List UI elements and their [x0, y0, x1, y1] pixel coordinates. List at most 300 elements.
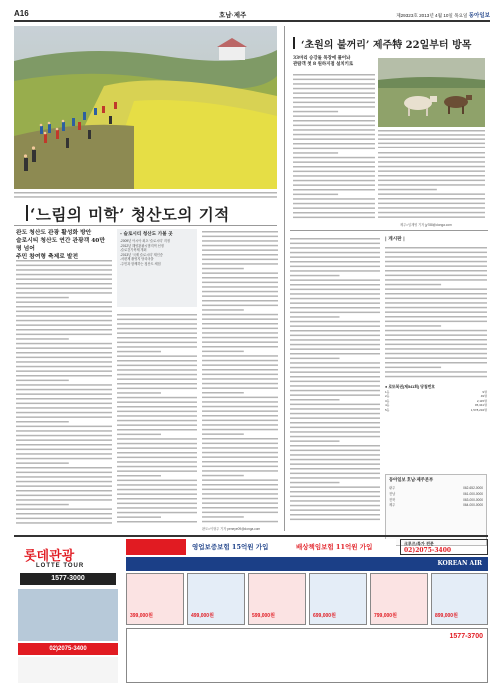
text-line: [293, 148, 375, 150]
text-line: [202, 332, 278, 334]
text-line: [202, 466, 278, 468]
text-line: [385, 367, 441, 369]
text-line: [16, 508, 112, 510]
text-line: [202, 378, 278, 380]
ad-cell: 699,000원: [309, 573, 367, 625]
text-line: [117, 323, 197, 325]
text-line: [290, 293, 380, 295]
ad-tour-grid: [126, 573, 488, 683]
text-line: [202, 475, 244, 477]
text-line: [16, 416, 112, 418]
text-line: [202, 360, 278, 362]
bureau-contact-box: 동아일보 호남·제주본부 광주 062-652-0000 전남 061-000-0000 전북 063-000-0000 제주 064-000-0000: [385, 474, 487, 546]
text-line: [16, 467, 112, 469]
advertisement-area: [14, 535, 488, 683]
text-line: [290, 436, 380, 438]
text-line: [290, 316, 340, 318]
ad-cell: 499,000원: [187, 573, 245, 625]
text-line: [290, 519, 380, 521]
text-line: [293, 152, 338, 154]
text-line: [117, 475, 161, 477]
headline-bar: [26, 205, 28, 221]
text-line: [290, 270, 380, 272]
text-line: [385, 316, 487, 318]
text-line: [378, 166, 485, 168]
text-line: [16, 301, 112, 303]
ad-footer: [18, 657, 118, 683]
masthead: [14, 8, 490, 22]
text-line: [117, 466, 197, 468]
text-line: [293, 106, 375, 108]
text-line: [290, 477, 380, 479]
text-line: [293, 198, 375, 200]
text-line: [290, 339, 380, 341]
text-line: [293, 217, 375, 219]
story2-photo: [378, 58, 485, 127]
text-line: [202, 383, 278, 385]
text-line: [202, 369, 278, 371]
text-line: [16, 260, 112, 262]
text-line: [202, 309, 244, 311]
text-line: [293, 134, 375, 136]
text-line: [293, 97, 375, 99]
text-line: [202, 438, 278, 440]
text-line: [293, 180, 375, 182]
text-line: [385, 330, 487, 332]
text-line: [16, 274, 112, 276]
date-line: 제29323호 2013년 4월 10일 목요일 동아일보: [396, 13, 490, 19]
text-line: [16, 269, 112, 271]
text-line: [202, 249, 278, 251]
text-line: [16, 306, 112, 308]
text-line: [202, 410, 278, 412]
text-line: [16, 426, 112, 428]
text-line: [385, 311, 487, 313]
text-line: [385, 293, 487, 295]
text-line: [16, 403, 112, 405]
text-line: [378, 203, 485, 205]
text-line: [202, 314, 278, 316]
text-line: [202, 364, 278, 366]
text-line: [16, 366, 112, 368]
text-line: [385, 357, 487, 359]
text-line: [290, 307, 380, 309]
story1-photo-caption: [14, 190, 277, 199]
text-line: [290, 413, 380, 415]
text-line: [202, 263, 278, 265]
text-line: [117, 452, 197, 454]
text-line: [117, 319, 197, 321]
text-line: [290, 445, 380, 447]
text-line: [202, 300, 278, 302]
text-line: [385, 252, 487, 254]
text-line: [16, 352, 112, 354]
text-lines: [290, 236, 380, 524]
text-line: [293, 212, 375, 214]
text-line: [378, 216, 485, 218]
text-line: [202, 272, 278, 274]
text-line: [385, 247, 487, 249]
story2-byline: 제주=임재영 기자 jy788@donga.com: [400, 223, 452, 227]
text-line: [290, 302, 380, 304]
text-line: [202, 397, 278, 399]
text-line: [202, 282, 278, 284]
ad-cell: 899,000원: [431, 573, 488, 625]
text-line: [16, 407, 112, 409]
ad-cell: 399,000원: [126, 573, 184, 625]
text-line: [202, 521, 278, 523]
text-line: [202, 424, 278, 426]
text-line: [117, 512, 197, 514]
text-line: [16, 343, 112, 345]
text-line: [290, 450, 380, 452]
text-line: [293, 194, 338, 196]
text-line: [378, 180, 485, 182]
text-line: [378, 207, 485, 209]
text-line: [290, 376, 380, 378]
text-line: [290, 482, 340, 484]
text-line: [202, 291, 278, 293]
text-line: [202, 351, 244, 353]
story1-byline: 완도=이형주 기자 peneye09@donga.com: [202, 527, 261, 531]
text-line: [293, 166, 375, 168]
text-line: [117, 392, 161, 394]
column-divider: [284, 26, 285, 531]
text-line: [290, 500, 380, 502]
text-line: [378, 193, 485, 195]
text-line: [293, 175, 375, 177]
text-line: [202, 374, 278, 376]
text-line: [290, 404, 380, 406]
text-line: [202, 433, 244, 435]
text-line: [293, 129, 375, 131]
story2-body-col1: [293, 72, 375, 222]
text-line: [202, 392, 244, 394]
text-line: [16, 481, 112, 483]
text-line: [117, 429, 197, 431]
text-line: [293, 120, 375, 122]
text-line: [16, 357, 112, 359]
text-line: [385, 265, 487, 267]
text-line: [16, 504, 69, 506]
text-line: [385, 302, 487, 304]
lotte-tour-ad: [14, 539, 122, 683]
text-line: [117, 415, 197, 417]
text-line: [293, 207, 375, 209]
text-line: [293, 88, 375, 90]
text-line: [290, 238, 380, 240]
ad-headline-b: 배상책임보험 11억원 가입: [296, 543, 373, 551]
text-line: [290, 422, 380, 424]
text-line: [202, 231, 278, 233]
lotte-phone: 1577-3000: [20, 573, 116, 585]
divider: [290, 230, 488, 231]
text-line: [385, 298, 487, 300]
text-line: [16, 389, 112, 391]
text-line: [202, 493, 278, 495]
text-line: [385, 256, 487, 258]
text-line: [202, 461, 278, 463]
text-line: [16, 499, 112, 501]
ad-airline-bar: [126, 557, 488, 571]
text-line: [385, 371, 487, 373]
text-line: [117, 360, 197, 362]
text-line: [293, 74, 375, 76]
text-line: [117, 447, 197, 449]
text-line: [290, 256, 380, 258]
text-line: [290, 371, 380, 373]
text-line: [16, 472, 112, 474]
text-line: [202, 286, 278, 288]
story1-body-col1: [16, 258, 112, 526]
ad-listing-strip: 1577-3700: [126, 628, 488, 683]
text-line: [385, 339, 487, 341]
text-line: [117, 374, 197, 376]
text-line: [202, 456, 278, 458]
text-line: [290, 431, 380, 433]
text-line: [290, 473, 380, 475]
text-line: [117, 369, 197, 371]
text-line: [16, 522, 112, 524]
text-line: [202, 245, 278, 247]
text-line: [117, 498, 197, 500]
text-line: [202, 447, 278, 449]
text-line: [202, 355, 278, 357]
text-line: [117, 516, 161, 518]
text-line: [385, 307, 487, 309]
text-line: [16, 458, 112, 460]
text-line: [117, 401, 197, 403]
text-lines: [16, 258, 112, 526]
text-line: [293, 79, 375, 81]
text-line: [385, 279, 487, 281]
text-line: [16, 449, 112, 451]
text-line: [290, 289, 380, 291]
ad-cell: 599,000원: [248, 573, 306, 625]
text-line: [16, 320, 112, 322]
text-line: [202, 420, 278, 422]
text-line: [117, 406, 197, 408]
text-line: [117, 420, 197, 422]
text-line: [16, 338, 69, 340]
text-line: [385, 376, 487, 378]
text-line: [290, 417, 380, 419]
text-line: [117, 434, 161, 436]
text-line: [202, 479, 278, 481]
text-line: [16, 334, 112, 336]
text-line: [202, 305, 278, 307]
text-line: [290, 243, 380, 245]
story1-headline: ‘느림의 미학’ 청산도의 기적: [30, 205, 230, 224]
text-line: [117, 397, 197, 399]
text-line: [290, 381, 380, 383]
text-line: [16, 444, 112, 446]
text-line: [117, 521, 197, 523]
text-line: [14, 196, 277, 198]
text-line: [378, 212, 485, 214]
text-line: [117, 355, 197, 357]
text-line: [202, 401, 278, 403]
text-line: [290, 390, 380, 392]
text-line: [290, 514, 380, 516]
text-line: [117, 383, 197, 385]
text-line: [293, 92, 375, 94]
text-line: [202, 498, 278, 500]
text-line: [378, 143, 485, 145]
text-line: [16, 513, 112, 515]
lotto-box: ● 로또복권(제541회) 당첨번호 1등 9명 2등 49명 3등 2,115명 4등 95,341명 5등 1,578,234명: [385, 385, 487, 412]
text-line: [290, 353, 380, 355]
story2-photo-caption: [378, 128, 485, 148]
headline-bar: [293, 37, 295, 49]
text-line: [290, 261, 380, 263]
text-line: [202, 406, 278, 408]
text-line: [14, 192, 277, 194]
airline-logo-text: KOREAN AIR: [437, 560, 482, 567]
text-line: [202, 512, 278, 513]
text-lines: [378, 128, 485, 148]
text-line: [16, 375, 112, 377]
text-line: [290, 509, 380, 511]
text-line: [290, 275, 340, 277]
text-line: [16, 283, 112, 285]
text-line: [293, 83, 375, 85]
text-line: [16, 292, 112, 294]
text-line: [378, 170, 485, 172]
text-line: [202, 236, 278, 238]
text-line: [16, 347, 112, 349]
text-lines: [117, 312, 197, 524]
text-line: [117, 470, 197, 472]
text-line: [290, 399, 340, 401]
text-line: [290, 427, 380, 429]
text-line: [290, 348, 380, 350]
text-line: [117, 484, 197, 486]
text-line: [202, 277, 278, 279]
text-line: [293, 184, 375, 186]
text-line: [16, 518, 112, 520]
column-title: | 게시판 |: [385, 237, 405, 242]
text-line: [385, 344, 487, 346]
text-line: [202, 323, 278, 325]
text-line: [16, 421, 69, 423]
ad-photo: [18, 589, 118, 641]
text-line: [290, 358, 340, 360]
text-line: [202, 507, 278, 509]
text-line: [202, 346, 278, 348]
text-line: [290, 491, 380, 493]
text-line: [117, 424, 197, 426]
story2-body-col2: [378, 150, 485, 218]
text-line: [290, 385, 380, 387]
text-line: [16, 439, 112, 441]
text-line: [290, 312, 380, 314]
page-number: A16: [14, 9, 29, 18]
text-lines: [378, 150, 485, 218]
text-line: [293, 115, 375, 117]
text-line: [293, 111, 338, 113]
text-line: [16, 315, 112, 317]
story2-body-col3: [290, 236, 380, 524]
text-line: [202, 489, 278, 491]
text-line: [290, 298, 380, 300]
divider: [14, 225, 277, 226]
text-line: [385, 284, 441, 286]
text-line: [202, 443, 278, 445]
bulletin-body: [385, 245, 487, 380]
text-line: [202, 318, 278, 320]
text-lines: [202, 229, 278, 524]
text-line: [290, 459, 380, 461]
text-line: [117, 438, 197, 440]
story1-body-col3: [202, 229, 278, 524]
text-line: [16, 476, 112, 478]
text-line: [378, 184, 485, 186]
text-line: [16, 265, 112, 267]
text-line: [385, 321, 487, 323]
text-line: [293, 102, 375, 104]
text-line: [293, 125, 375, 127]
text-line: [385, 275, 487, 277]
ad-banner-headlines: [190, 539, 396, 555]
text-line: [378, 198, 485, 200]
text-line: [16, 485, 112, 487]
text-line: [16, 370, 112, 372]
ad-cell: 799,000원: [370, 573, 428, 625]
text-line: [16, 361, 112, 363]
text-line: [385, 261, 487, 263]
text-line: [378, 189, 437, 191]
text-line: [290, 463, 380, 465]
text-line: [16, 278, 112, 280]
text-line: [385, 348, 487, 350]
text-line: [202, 452, 278, 454]
text-line: [117, 411, 197, 413]
ad-phone-main: 02)2075-3400: [18, 643, 118, 655]
text-line: [293, 203, 375, 205]
text-line: [293, 171, 375, 173]
text-line: [290, 247, 380, 249]
text-line: [290, 330, 380, 332]
text-line: [290, 394, 380, 396]
text-line: [16, 495, 112, 497]
story1-subhead: 완도 청산도 관광 활성화 방안 슬로시티 청산도 연간 관광객 40만 명 넘어 주민 참여형 축제로 발전: [16, 230, 105, 260]
text-line: [16, 297, 69, 299]
text-line: [290, 266, 380, 268]
text-line: [16, 412, 112, 414]
ad-cruise-box: 크루즈/특가 전문 02)2075-3400: [400, 539, 488, 555]
text-line: [117, 328, 197, 330]
text-line: [290, 335, 380, 337]
text-line: [16, 430, 112, 432]
text-line: [16, 462, 69, 464]
text-line: [378, 134, 485, 136]
text-line: [117, 493, 197, 495]
text-line: [385, 334, 487, 336]
text-line: [117, 480, 197, 482]
text-line: [202, 484, 278, 486]
text-line: [385, 362, 487, 364]
text-line: [16, 288, 112, 290]
text-line: [202, 240, 278, 242]
text-line: [293, 189, 375, 191]
text-lines: [14, 190, 277, 199]
text-line: [117, 337, 197, 339]
text-line: [202, 268, 244, 270]
text-line: [290, 468, 380, 470]
text-line: [117, 457, 197, 459]
text-line: [290, 505, 380, 507]
